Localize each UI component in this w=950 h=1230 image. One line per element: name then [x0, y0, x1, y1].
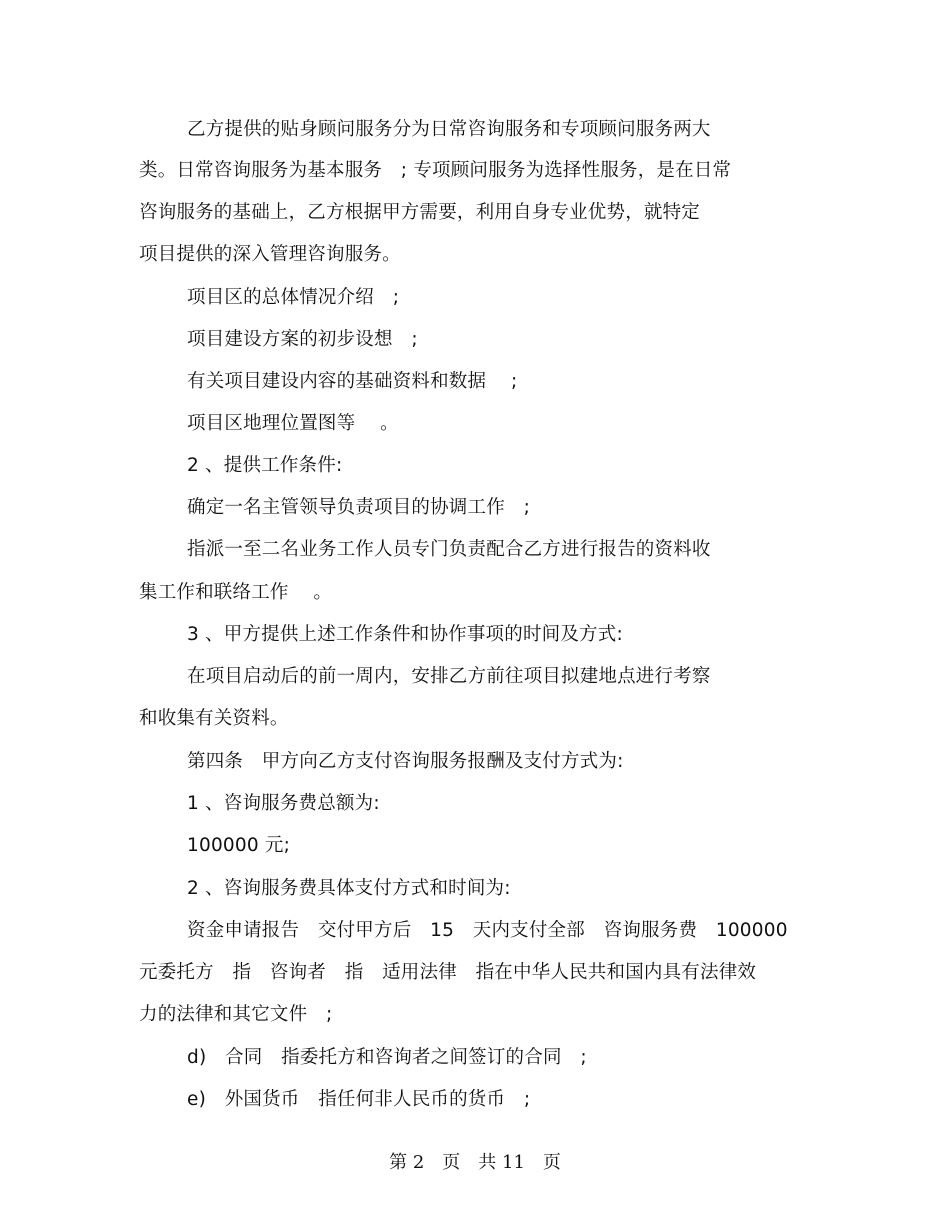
- section-heading: 3 、甲方提供上述工作条件和协作事项的时间及方式:: [187, 624, 623, 645]
- paragraph-line: 有关项目建设内容的基础资料和数据 ;: [187, 371, 518, 392]
- list-item: e) 外国货币 指任何非人民币的货币 ;: [187, 1089, 531, 1110]
- list-item: d) 合同 指委托方和咨询者之间签订的合同 ;: [187, 1047, 587, 1068]
- paragraph-line: 元委托方 指 咨询者 指 适用法律 指在中华人民共和国内具有法律效: [139, 962, 757, 983]
- paragraph-line: 力的法律和其它文件 ;: [139, 1004, 333, 1025]
- paragraph-line: 指派一至二名业务工作人员专门负责配合乙方进行报告的资料收: [187, 539, 711, 560]
- paragraph-line: 乙方提供的贴身顾问服务分为日常咨询服务和专项顾问服务两大: [187, 119, 711, 140]
- article-heading: 第四条 甲方向乙方支付咨询服务报酬及支付方式为:: [187, 751, 624, 772]
- paragraph-line: 集工作和联络工作 。: [139, 582, 333, 603]
- paragraph-line: 确定一名主管领导负责项目的协调工作 ;: [187, 497, 531, 518]
- paragraph-line: 项目区地理位置图等 。: [187, 413, 399, 434]
- paragraph-line: 资金申请报告 交付甲方后 15 天内支付全部 咨询服务费 100000: [187, 920, 788, 941]
- paragraph-line: 项目建设方案的初步设想 ;: [187, 329, 418, 350]
- paragraph-line: 项目提供的深入管理咨询服务。: [139, 244, 401, 265]
- paragraph-line: 项目区的总体情况介绍 ;: [187, 287, 400, 308]
- paragraph-line: 咨询服务的基础上，乙方根据甲方需要，利用自身专业优势，就特定: [139, 202, 701, 223]
- section-heading: 1 、咨询服务费总额为:: [187, 793, 380, 814]
- paragraph-line: 类。日常咨询服务为基本服务 ; 专项顾问服务为选择性服务，是在日常: [139, 160, 732, 181]
- paragraph-line: 100000 元;: [187, 835, 291, 856]
- paragraph-line: 在项目启动后的前一周内，安排乙方前往项目拟建地点进行考察: [187, 666, 711, 687]
- page-number-footer: 第 2 页 共 11 页: [389, 1152, 561, 1173]
- paragraph-line: 和收集有关资料。: [139, 708, 289, 729]
- section-heading: 2 、咨询服务费具体支付方式和时间为:: [187, 878, 511, 899]
- section-heading: 2 、提供工作条件:: [187, 455, 343, 476]
